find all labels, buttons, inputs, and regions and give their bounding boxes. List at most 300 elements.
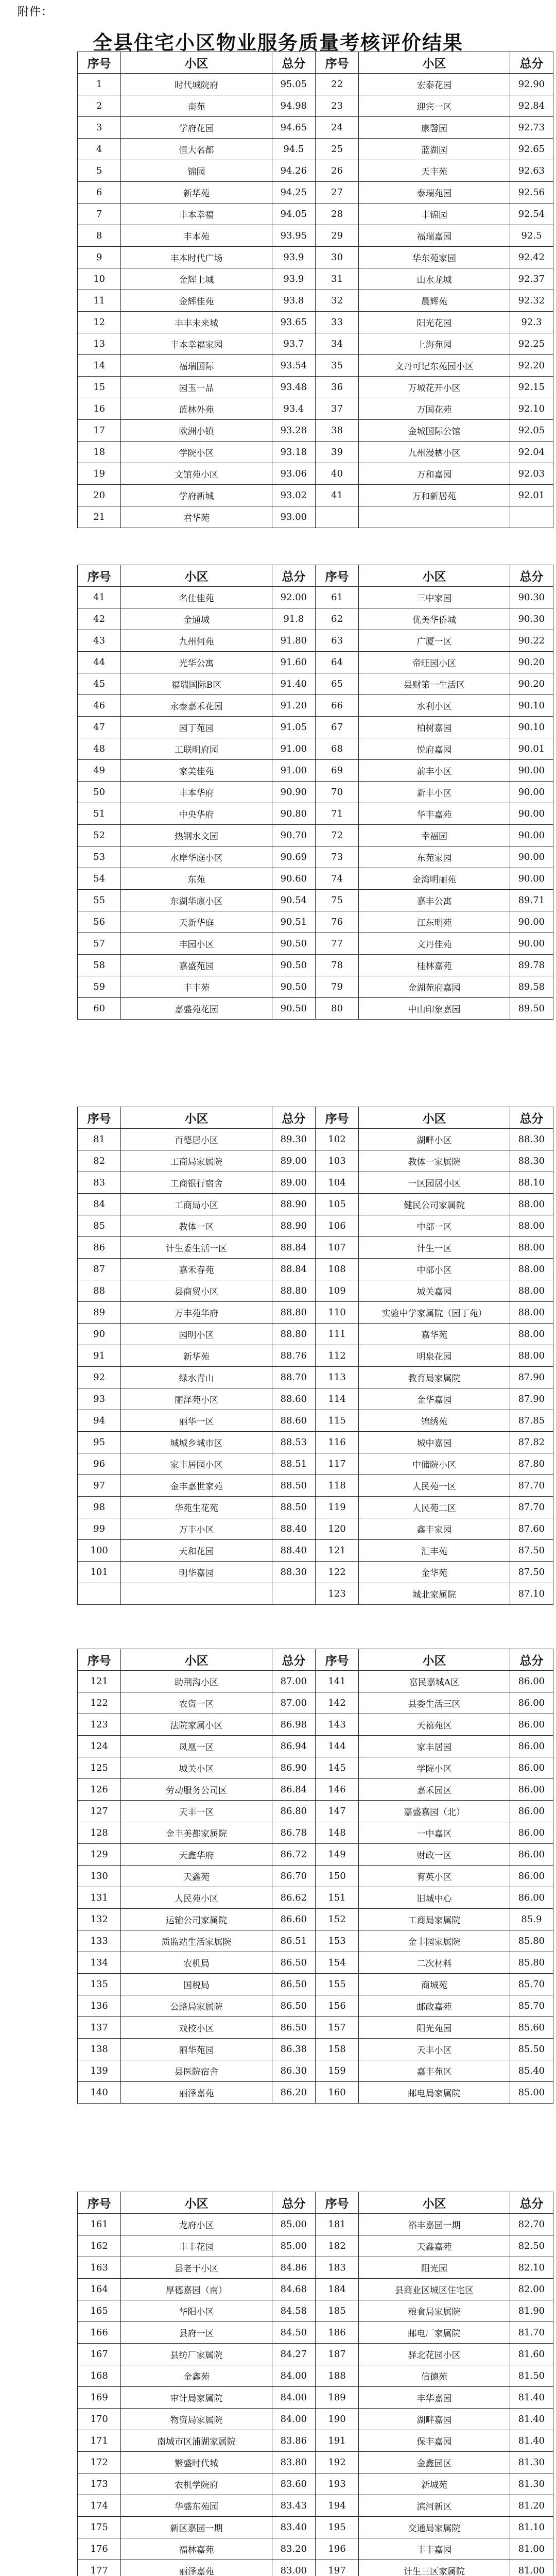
row-score: 84.00 xyxy=(272,2409,315,2430)
row-seq: 164 xyxy=(78,2279,121,2300)
table-row xyxy=(78,1930,553,1952)
row-score: 92.5 xyxy=(510,225,553,247)
table-row xyxy=(78,1952,553,1974)
row-name: 嘉华苑 xyxy=(359,1324,510,1345)
row-name: 新华苑 xyxy=(121,1345,272,1367)
row-seq: 87 xyxy=(78,1259,121,1280)
row-score: 87.60 xyxy=(510,1518,553,1540)
row-score: 85.40 xyxy=(510,2060,553,2082)
row-seq: 106 xyxy=(315,1215,358,1237)
row-name: 一中嘉区 xyxy=(359,1822,510,1844)
table-row xyxy=(78,911,553,933)
row-name: 中山印象嘉园 xyxy=(359,998,510,1020)
row-seq: 158 xyxy=(315,2039,358,2060)
row-score: 87.90 xyxy=(510,1388,553,1410)
row-score: 84.86 xyxy=(272,2257,315,2279)
row-name: 人民苑小区 xyxy=(121,1887,272,1909)
table-row xyxy=(78,182,553,204)
row-score: 88.60 xyxy=(272,1388,315,1410)
table-row xyxy=(78,377,553,398)
row-score: 94.05 xyxy=(272,204,315,225)
row-seq: 137 xyxy=(78,2017,121,2039)
row-seq: 187 xyxy=(315,2344,358,2365)
row-seq: 91 xyxy=(78,1345,121,1367)
table-row xyxy=(78,2322,553,2344)
row-name: 水岸华庭小区 xyxy=(121,846,272,868)
row-seq: 45 xyxy=(78,673,121,695)
row-seq: 174 xyxy=(78,2495,121,2517)
row-seq: 118 xyxy=(315,1475,358,1497)
row-name: 邮电局家属院 xyxy=(359,2082,510,2104)
row-name: 桂林嘉苑 xyxy=(359,955,510,976)
row-seq: 140 xyxy=(78,2082,121,2104)
row-name: 丰本时代广场 xyxy=(121,247,272,268)
row-seq: 55 xyxy=(78,890,121,911)
row-score: 86.00 xyxy=(510,1757,553,1779)
table-row xyxy=(78,1844,553,1866)
row-score: 89.30 xyxy=(272,1129,315,1150)
row-seq: 185 xyxy=(315,2300,358,2322)
row-score: 88.00 xyxy=(510,1345,553,1367)
row-name: 丰丰未来城 xyxy=(121,312,272,333)
row-seq: 176 xyxy=(78,2538,121,2560)
row-seq: 36 xyxy=(315,377,358,398)
row-name: 财政一区 xyxy=(359,1844,510,1866)
row-score: 94.25 xyxy=(272,182,315,204)
header-name: 小区 xyxy=(359,565,510,587)
row-seq: 53 xyxy=(78,846,121,868)
row-score: 86.84 xyxy=(272,1779,315,1801)
row-seq: 135 xyxy=(78,1974,121,1995)
row-seq: 123 xyxy=(78,1714,121,1736)
row-name: 商城苑 xyxy=(359,1974,510,1995)
row-name: 蓝林外苑 xyxy=(121,398,272,420)
row-score: 92.03 xyxy=(510,463,553,485)
row-seq: 78 xyxy=(315,955,358,976)
row-name: 家美佳苑 xyxy=(121,760,272,782)
table-row xyxy=(78,1757,553,1779)
row-seq: 56 xyxy=(78,911,121,933)
row-score: 94.5 xyxy=(272,139,315,160)
row-score: 82.50 xyxy=(510,2235,553,2257)
row-name: 丽华一区 xyxy=(121,1410,272,1432)
row-score: 90.50 xyxy=(272,955,315,976)
header-name: 小区 xyxy=(359,1649,510,1671)
row-seq: 139 xyxy=(78,2060,121,2082)
table-row xyxy=(78,782,553,803)
row-seq: 150 xyxy=(315,1866,358,1887)
row-score: 90.01 xyxy=(510,738,553,760)
row-name: 学院小区 xyxy=(121,442,272,463)
row-seq: 121 xyxy=(78,1671,121,1692)
row-score: 88.10 xyxy=(510,1172,553,1194)
row-name: 中部一区 xyxy=(359,1215,510,1237)
row-score: 90.00 xyxy=(510,911,553,933)
table-row xyxy=(78,1172,553,1194)
row-seq: 177 xyxy=(78,2560,121,2576)
row-seq: 161 xyxy=(78,2214,121,2235)
header-seq: 序号 xyxy=(315,2192,358,2214)
table-row xyxy=(78,1866,553,1887)
row-name: 金华嘉园 xyxy=(359,1388,510,1410)
row-score: 90.50 xyxy=(272,933,315,955)
header-name: 小区 xyxy=(359,1107,510,1129)
row-seq: 62 xyxy=(315,608,358,630)
row-seq: 134 xyxy=(78,1952,121,1974)
row-score: 88.00 xyxy=(510,1302,553,1324)
row-name: 嘉盛苑园 xyxy=(121,955,272,976)
row-name: 福林嘉苑 xyxy=(121,2538,272,2560)
table-row xyxy=(78,463,553,485)
table-row xyxy=(78,2517,553,2538)
header-seq: 序号 xyxy=(315,565,358,587)
row-name: 时代城院府 xyxy=(121,74,272,95)
row-name: 华丰嘉苑 xyxy=(359,803,510,825)
row-score: 81.90 xyxy=(510,2300,553,2322)
row-name: 华阳小区 xyxy=(121,2300,272,2322)
row-name: 人民苑一区 xyxy=(359,1475,510,1497)
table-row xyxy=(78,1801,553,1822)
row-score: 87.50 xyxy=(510,1562,553,1583)
row-name: 龙府小区 xyxy=(121,2214,272,2235)
row-seq: 26 xyxy=(315,160,358,182)
header-seq: 序号 xyxy=(78,565,121,587)
row-score: 92.25 xyxy=(510,333,553,355)
row-seq: 165 xyxy=(78,2300,121,2322)
table-row xyxy=(78,1280,553,1302)
row-name: 嘉丰公寓 xyxy=(359,890,510,911)
row-seq: 194 xyxy=(315,2495,358,2517)
row-seq: 84 xyxy=(78,1194,121,1215)
row-seq: 29 xyxy=(315,225,358,247)
row-seq: 102 xyxy=(315,1129,358,1150)
row-name: 县府一区 xyxy=(121,2322,272,2344)
table-row xyxy=(78,1822,553,1844)
row-name: 天鑫华府 xyxy=(121,1844,272,1866)
row-name: 健民公司家属院 xyxy=(359,1194,510,1215)
row-seq: 71 xyxy=(315,803,358,825)
row-score: 90.90 xyxy=(272,782,315,803)
row-name: 欧洲小镇 xyxy=(121,420,272,442)
row-name: 福瑞国际 xyxy=(121,355,272,377)
row-name: 前丰小区 xyxy=(359,760,510,782)
row-score: 90.30 xyxy=(510,608,553,630)
row-seq: 21 xyxy=(78,506,121,528)
table-row xyxy=(78,333,553,355)
row-seq: 181 xyxy=(315,2214,358,2235)
row-seq: 19 xyxy=(78,463,121,485)
row-score: 86.72 xyxy=(272,1844,315,1866)
row-score: 88.30 xyxy=(510,1129,553,1150)
table-row xyxy=(78,442,553,463)
row-seq: 169 xyxy=(78,2387,121,2409)
row-name: 汇丰苑 xyxy=(359,1540,510,1562)
row-name: 金鑫苑 xyxy=(121,2365,272,2387)
table-row xyxy=(78,2279,553,2300)
row-score: 92.73 xyxy=(510,117,553,139)
row-name: 人民苑二区 xyxy=(359,1497,510,1518)
row-name: 光华公寓 xyxy=(121,652,272,673)
row-name: 万丰苑华府 xyxy=(121,1302,272,1324)
row-seq: 189 xyxy=(315,2387,358,2409)
table-row xyxy=(78,1540,553,1562)
row-score: 87.90 xyxy=(510,1367,553,1388)
row-seq: 126 xyxy=(78,1779,121,1801)
row-name: 粮食局家属院 xyxy=(359,2300,510,2322)
row-name: 泰瑞苑园 xyxy=(359,182,510,204)
row-seq: 83 xyxy=(78,1172,121,1194)
row-seq: 101 xyxy=(78,1562,121,1583)
table-row xyxy=(78,1453,553,1475)
row-score: 88.50 xyxy=(272,1497,315,1518)
row-score: 93.02 xyxy=(272,485,315,506)
row-score: 86.00 xyxy=(510,1736,553,1757)
row-score: 93.18 xyxy=(272,442,315,463)
header-score: 总分 xyxy=(510,1107,553,1129)
row-score: 87.80 xyxy=(510,1453,553,1475)
row-score: 81.60 xyxy=(510,2344,553,2365)
row-seq: 111 xyxy=(315,1324,358,1345)
row-score: 88.00 xyxy=(510,1259,553,1280)
row-name: 嘉盛嘉园（北） xyxy=(359,1801,510,1822)
table-row xyxy=(78,1302,553,1324)
row-name: 丽华苑园 xyxy=(121,2039,272,2060)
row-seq: 112 xyxy=(315,1345,358,1367)
row-seq: 31 xyxy=(315,268,358,290)
row-seq: 65 xyxy=(315,673,358,695)
row-name: 旧城中心 xyxy=(359,1887,510,1909)
row-name: 法院家属小区 xyxy=(121,1714,272,1736)
header-seq: 序号 xyxy=(78,1649,121,1671)
row-seq: 105 xyxy=(315,1194,358,1215)
row-score: 90.54 xyxy=(272,890,315,911)
row-score: 85.60 xyxy=(510,2017,553,2039)
row-seq: 66 xyxy=(315,695,358,717)
row-score: 85.00 xyxy=(272,2235,315,2257)
row-score: 86.30 xyxy=(272,2060,315,2082)
row-score: 92.15 xyxy=(510,377,553,398)
row-seq: 39 xyxy=(315,442,358,463)
table-row xyxy=(78,1887,553,1909)
row-seq: 144 xyxy=(315,1736,358,1757)
row-seq: 49 xyxy=(78,760,121,782)
row-seq: 74 xyxy=(315,868,358,890)
header-name: 小区 xyxy=(121,2192,272,2214)
row-name: 华苑生花苑 xyxy=(121,1497,272,1518)
row-score: 93.54 xyxy=(272,355,315,377)
table-row xyxy=(78,1583,553,1605)
row-name xyxy=(359,506,510,528)
row-score: 90.69 xyxy=(272,846,315,868)
row-seq: 76 xyxy=(315,911,358,933)
table-row xyxy=(78,2039,553,2060)
row-name: 嘉丰苑区 xyxy=(359,2060,510,2082)
row-score: 82.10 xyxy=(510,2257,553,2279)
table-row xyxy=(78,2060,553,2082)
row-name: 教体一区 xyxy=(121,1215,272,1237)
row-name: 天丰苑 xyxy=(359,160,510,182)
row-seq: 130 xyxy=(78,1866,121,1887)
row-score: 90.00 xyxy=(510,803,553,825)
row-seq: 25 xyxy=(315,139,358,160)
row-seq: 38 xyxy=(315,420,358,442)
row-name: 天禧苑区 xyxy=(359,1714,510,1736)
table-row xyxy=(78,2214,553,2235)
row-score xyxy=(272,1583,315,1605)
row-name: 城关小区 xyxy=(121,1757,272,1779)
row-seq: 86 xyxy=(78,1237,121,1259)
row-name: 劳动服务公司区 xyxy=(121,1779,272,1801)
row-score: 88.90 xyxy=(272,1194,315,1215)
row-name: 万和嘉园 xyxy=(359,463,510,485)
row-score: 89.58 xyxy=(510,976,553,998)
row-score: 93.06 xyxy=(272,463,315,485)
row-name: 金华苑 xyxy=(359,1562,510,1583)
row-name: 湖畔嘉园 xyxy=(359,2409,510,2430)
row-score: 85.00 xyxy=(272,2214,315,2235)
row-name: 九州漫栖小区 xyxy=(359,442,510,463)
row-seq: 17 xyxy=(78,420,121,442)
table-row xyxy=(78,998,553,1020)
row-name: 百德居小区 xyxy=(121,1129,272,1150)
row-name: 学院小区 xyxy=(359,1757,510,1779)
row-name: 永泰嘉禾花园 xyxy=(121,695,272,717)
row-name: 福瑞嘉园 xyxy=(359,225,510,247)
row-seq: 24 xyxy=(315,117,358,139)
row-score: 81.70 xyxy=(510,2322,553,2344)
row-seq: 122 xyxy=(315,1562,358,1583)
row-seq: 159 xyxy=(315,2060,358,2082)
row-score: 86.38 xyxy=(272,2039,315,2060)
row-name: 广厦一区 xyxy=(359,630,510,652)
row-score: 87.70 xyxy=(510,1497,553,1518)
row-score: 84.58 xyxy=(272,2300,315,2322)
table-row xyxy=(78,1518,553,1540)
table-row xyxy=(78,1475,553,1497)
row-seq: 175 xyxy=(78,2517,121,2538)
header-seq: 序号 xyxy=(315,1107,358,1129)
row-seq: 197 xyxy=(315,2560,358,2576)
row-score: 84.00 xyxy=(272,2387,315,2409)
row-name: 丽泽嘉苑 xyxy=(121,2560,272,2576)
row-score: 93.65 xyxy=(272,312,315,333)
row-name: 金丰美都家属院 xyxy=(121,1822,272,1844)
row-name: 邮政嘉苑 xyxy=(359,1995,510,2017)
row-name: 东苑 xyxy=(121,868,272,890)
row-score: 90.00 xyxy=(510,825,553,846)
row-name: 天鑫嘉苑 xyxy=(359,2235,510,2257)
row-name: 丰丰苑 xyxy=(121,976,272,998)
row-name: 中储院小区 xyxy=(359,1453,510,1475)
row-seq: 33 xyxy=(315,312,358,333)
row-seq: 88 xyxy=(78,1280,121,1302)
table-row xyxy=(78,1909,553,1930)
row-name: 柏树嘉园 xyxy=(359,717,510,738)
row-score: 81.00 xyxy=(510,2538,553,2560)
table-row xyxy=(78,1562,553,1583)
row-score: 88.00 xyxy=(510,1324,553,1345)
row-seq: 100 xyxy=(78,1540,121,1562)
row-name: 实验中学家属院（园丁苑） xyxy=(359,1302,510,1324)
table-header-row xyxy=(78,1107,553,1129)
table-row xyxy=(78,74,553,95)
row-name: 阳光苑园 xyxy=(359,2017,510,2039)
row-name: 三中家园 xyxy=(359,587,510,608)
row-seq: 156 xyxy=(315,1995,358,2017)
row-name: 帝旺园小区 xyxy=(359,652,510,673)
row-seq xyxy=(315,506,358,528)
row-score: 86.98 xyxy=(272,1714,315,1736)
row-score: 90.80 xyxy=(272,803,315,825)
table-row xyxy=(78,398,553,420)
row-seq: 93 xyxy=(78,1388,121,1410)
row-name: 嘉禾春苑 xyxy=(121,1259,272,1280)
table-row xyxy=(78,1367,553,1388)
row-seq: 166 xyxy=(78,2322,121,2344)
row-score: 90.10 xyxy=(510,695,553,717)
row-score: 88.00 xyxy=(510,1237,553,1259)
row-name: 运输公司家属院 xyxy=(121,1909,272,1930)
row-seq: 75 xyxy=(315,890,358,911)
row-name: 东苑家园 xyxy=(359,846,510,868)
row-seq: 182 xyxy=(315,2235,358,2257)
row-name: 上海苑园 xyxy=(359,333,510,355)
row-name: 育英小区 xyxy=(359,1866,510,1887)
row-score: 86.20 xyxy=(272,2082,315,2104)
row-score: 81.30 xyxy=(510,2452,553,2473)
row-score: 87.85 xyxy=(510,1410,553,1432)
row-seq: 131 xyxy=(78,1887,121,1909)
table-row xyxy=(78,2430,553,2452)
table-row xyxy=(78,312,553,333)
row-seq: 59 xyxy=(78,976,121,998)
row-score: 83.00 xyxy=(272,2560,315,2576)
table-row xyxy=(78,2452,553,2473)
row-seq: 149 xyxy=(315,1844,358,1866)
row-seq: 13 xyxy=(78,333,121,355)
row-score: 88.80 xyxy=(272,1302,315,1324)
row-name: 繁盛时代城 xyxy=(121,2452,272,2473)
row-seq: 113 xyxy=(315,1367,358,1388)
row-name: 天鑫苑 xyxy=(121,1866,272,1887)
row-score: 86.78 xyxy=(272,1822,315,1844)
row-name: 天丰一区 xyxy=(121,1801,272,1822)
row-seq: 188 xyxy=(315,2365,358,2387)
row-name: 丰丰花园 xyxy=(121,2235,272,2257)
row-score: 86.50 xyxy=(272,1952,315,1974)
row-score: 86.50 xyxy=(272,1974,315,1995)
row-name: 驿北花园小区 xyxy=(359,2344,510,2365)
row-seq: 58 xyxy=(78,955,121,976)
row-name: 二次材料 xyxy=(359,1952,510,1974)
row-name: 水利小区 xyxy=(359,695,510,717)
table-row xyxy=(78,825,553,846)
row-seq: 116 xyxy=(315,1432,358,1453)
row-name: 国税局 xyxy=(121,1974,272,1995)
ranking-table xyxy=(77,1107,553,1605)
row-seq: 89 xyxy=(78,1302,121,1324)
table-row xyxy=(78,1215,553,1237)
row-name: 明泉花园 xyxy=(359,1345,510,1367)
table-row xyxy=(78,2017,553,2039)
row-seq: 51 xyxy=(78,803,121,825)
row-score: 91.05 xyxy=(272,717,315,738)
row-seq: 68 xyxy=(315,738,358,760)
row-seq: 108 xyxy=(315,1259,358,1280)
row-seq: 196 xyxy=(315,2538,358,2560)
row-seq: 7 xyxy=(78,204,121,225)
row-seq: 90 xyxy=(78,1324,121,1345)
